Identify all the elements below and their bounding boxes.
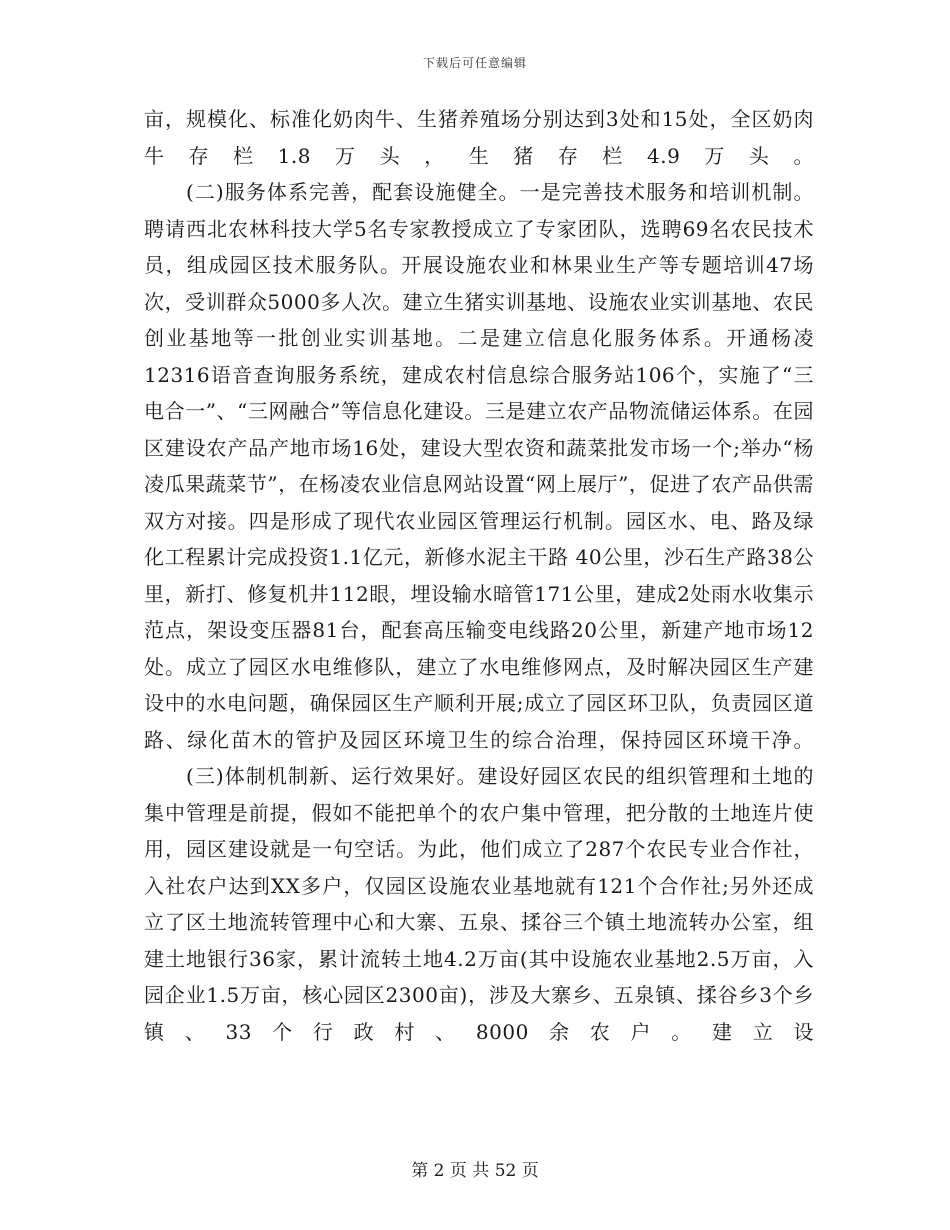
paragraph-institutional-mechanism: (三)体制机制新、运行效果好。建设好园区农民的组织管理和土地的集中管理是前提，假如不能把单个的农户集中管理，把分散的土地连片使用，园区建设就是一句空话。为此，他们成立了287个农民专业合作社，入社农户达到XX多户，仅园区设施农业基地就有121个合作社;另外还成立了区土地流转管理中心和大寨、五泉、揉谷三个镇土地流转办公室，组建土地银行36家，累计流转土地4.2万亩(其中设施农业基地2.5万亩，入园企业1.5万亩，核心园区2300亩)，涉及大寨乡、五泉镇、揉谷乡3个乡镇、33个行政村、8000余农户。建立设 [144, 764, 814, 1044]
page-footer [0, 1156, 950, 1181]
page-number-label: 第 2 页 共 52 页 [411, 1161, 539, 1181]
paragraph-service-system: (二)服务体系完善，配套设施健全。一是完善技术服务和培训机制。聘请西北农林科技大学5名专家教授成立了专家团队，选聘69名农民技术员，组成园区技术服务队。开展设施农业和林果业生产等专题培训47场次，受训群众5000多人次。建立生猪实训基地、设施农业实训基地、农民创业基地等一批创业实训基地。二是建立信息化服务体系。开通杨凌12316语音查询服务系统，建成农村信息综合服务站106个，实施了“三电合一”、“三网融合”等信息化建设。三是建立农产品物流储运体系。在园区建设农产品产地市场16处，建设大型农资和蔬菜批发市场一个;举办“杨凌瓜果蔬菜节”，在杨凌农业信息网站设置“网上展厅”，促进了农产品供需双方对接。四是形成了现代农业园区管理运行机制。园区水、电、路及绿化工程累计完成投资1.1亿元，新修水泥主干路 40公里，沙石生产路38公里，新打、修复机井112眼，埋设输水暗管171公里，建成2处雨水收集示范点，架设变压器81台，配套高压输变电线路20公里，新建产地市场12处。成立了园区水电维修队，建立了水电维修网点，及时解决园区生产建设中的水电问题，确保园区生产顺利开展;成立了园区环卫队，负责园区道路、绿化苗木的管护及园区环境卫生的综合治理，保持园区环境干净。 [144, 180, 814, 752]
paragraph-livestock: 亩，规模化、标准化奶肉牛、生猪养殖场分别达到3处和15处，全区奶肉牛存栏1.8万头，生猪存栏4.9万头。 [144, 107, 814, 168]
document-body [144, 101, 814, 1050]
page-header-note: 下载后可任意编辑 [422, 56, 527, 70]
